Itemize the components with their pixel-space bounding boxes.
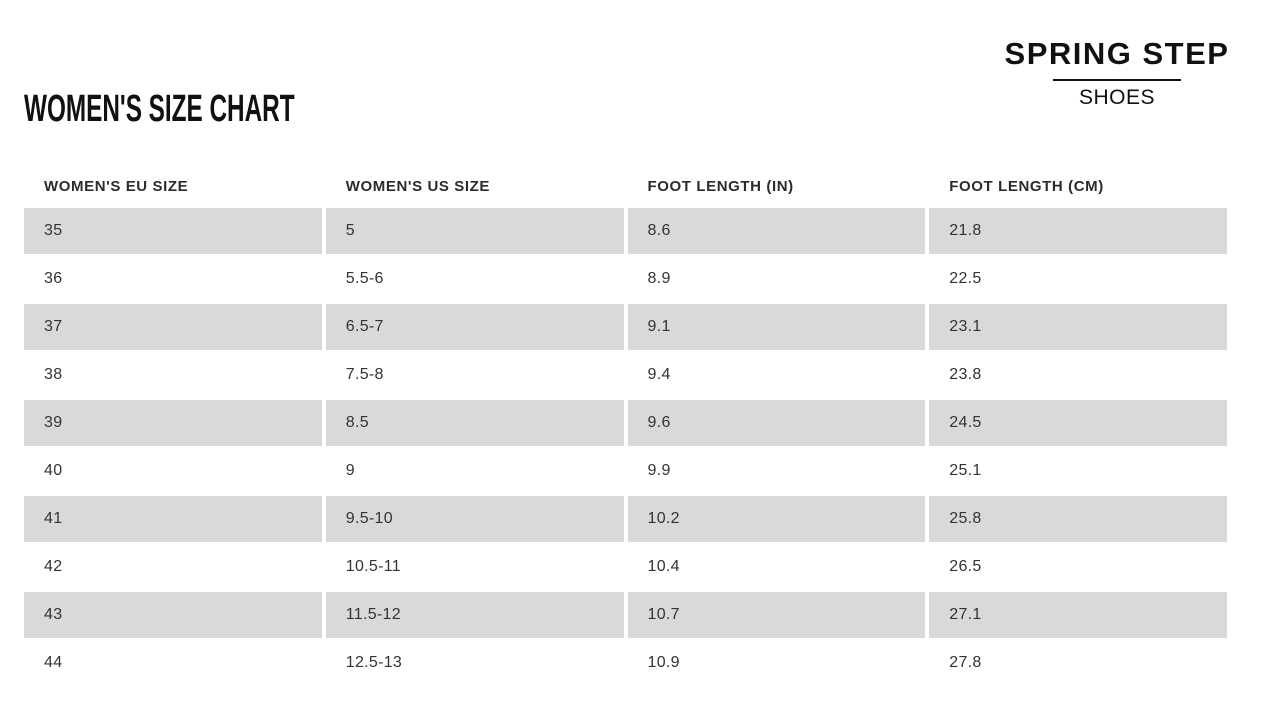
size-table-container bbox=[20, 164, 1231, 688]
table-row bbox=[24, 304, 1227, 350]
foot-length-in-cell: 9.1 bbox=[628, 304, 926, 350]
us-size-cell: 6.5-7 bbox=[326, 304, 624, 350]
us-size-cell: 8.5 bbox=[326, 400, 624, 446]
table-row bbox=[24, 352, 1227, 398]
eu-size-cell: 42 bbox=[24, 544, 322, 590]
eu-size-cell: 37 bbox=[24, 304, 322, 350]
foot-length-cm-cell: 26.5 bbox=[929, 544, 1227, 590]
foot-length-cm-cell: 25.8 bbox=[929, 496, 1227, 542]
us-size-cell: 12.5-13 bbox=[326, 640, 624, 686]
table-row bbox=[24, 496, 1227, 542]
us-size-cell: 7.5-8 bbox=[326, 352, 624, 398]
foot-length-in-cell: 10.2 bbox=[628, 496, 926, 542]
us-size-cell: 5 bbox=[326, 208, 624, 254]
foot-length-in-cell: 10.4 bbox=[628, 544, 926, 590]
header-foot-length-cm: FOOT LENGTH (CM) bbox=[929, 166, 1227, 206]
size-table-header bbox=[24, 166, 1227, 206]
eu-size-cell: 40 bbox=[24, 448, 322, 494]
header-row bbox=[24, 166, 1227, 206]
foot-length-in-cell: 9.4 bbox=[628, 352, 926, 398]
header-us-size: WOMEN'S US SIZE bbox=[326, 166, 624, 206]
brand-name: SPRING STEP bbox=[1004, 36, 1230, 71]
foot-length-cm-cell: 27.1 bbox=[929, 592, 1227, 638]
table-row bbox=[24, 448, 1227, 494]
foot-length-in-cell: 9.6 bbox=[628, 400, 926, 446]
foot-length-in-cell: 10.7 bbox=[628, 592, 926, 638]
us-size-cell: 11.5-12 bbox=[326, 592, 624, 638]
brand-logo bbox=[957, 36, 1277, 110]
foot-length-in-cell: 8.6 bbox=[628, 208, 926, 254]
us-size-cell: 9 bbox=[326, 448, 624, 494]
foot-length-cm-cell: 21.8 bbox=[929, 208, 1227, 254]
table-row bbox=[24, 544, 1227, 590]
table-row bbox=[24, 208, 1227, 254]
us-size-cell: 10.5-11 bbox=[326, 544, 624, 590]
foot-length-cm-cell: 23.1 bbox=[929, 304, 1227, 350]
page-title: WOMEN'S SIZE CHART bbox=[24, 88, 295, 130]
table-row bbox=[24, 640, 1227, 686]
eu-size-cell: 43 bbox=[24, 592, 322, 638]
eu-size-cell: 39 bbox=[24, 400, 322, 446]
eu-size-cell: 41 bbox=[24, 496, 322, 542]
us-size-cell: 5.5-6 bbox=[326, 256, 624, 302]
foot-length-cm-cell: 23.8 bbox=[929, 352, 1227, 398]
eu-size-cell: 35 bbox=[24, 208, 322, 254]
table-row bbox=[24, 256, 1227, 302]
brand-subtitle: SHOES bbox=[1078, 86, 1156, 109]
brand-divider-line bbox=[1053, 79, 1181, 81]
foot-length-cm-cell: 24.5 bbox=[929, 400, 1227, 446]
header-foot-length-in: FOOT LENGTH (IN) bbox=[628, 166, 926, 206]
header-eu-size: WOMEN'S EU SIZE bbox=[24, 166, 322, 206]
eu-size-cell: 44 bbox=[24, 640, 322, 686]
size-table-body bbox=[24, 208, 1227, 686]
size-table bbox=[20, 164, 1231, 688]
foot-length-cm-cell: 25.1 bbox=[929, 448, 1227, 494]
table-row bbox=[24, 400, 1227, 446]
foot-length-cm-cell: 22.5 bbox=[929, 256, 1227, 302]
eu-size-cell: 36 bbox=[24, 256, 322, 302]
foot-length-in-cell: 9.9 bbox=[628, 448, 926, 494]
eu-size-cell: 38 bbox=[24, 352, 322, 398]
foot-length-in-cell: 10.9 bbox=[628, 640, 926, 686]
foot-length-cm-cell: 27.8 bbox=[929, 640, 1227, 686]
table-row bbox=[24, 592, 1227, 638]
us-size-cell: 9.5-10 bbox=[326, 496, 624, 542]
foot-length-in-cell: 8.9 bbox=[628, 256, 926, 302]
